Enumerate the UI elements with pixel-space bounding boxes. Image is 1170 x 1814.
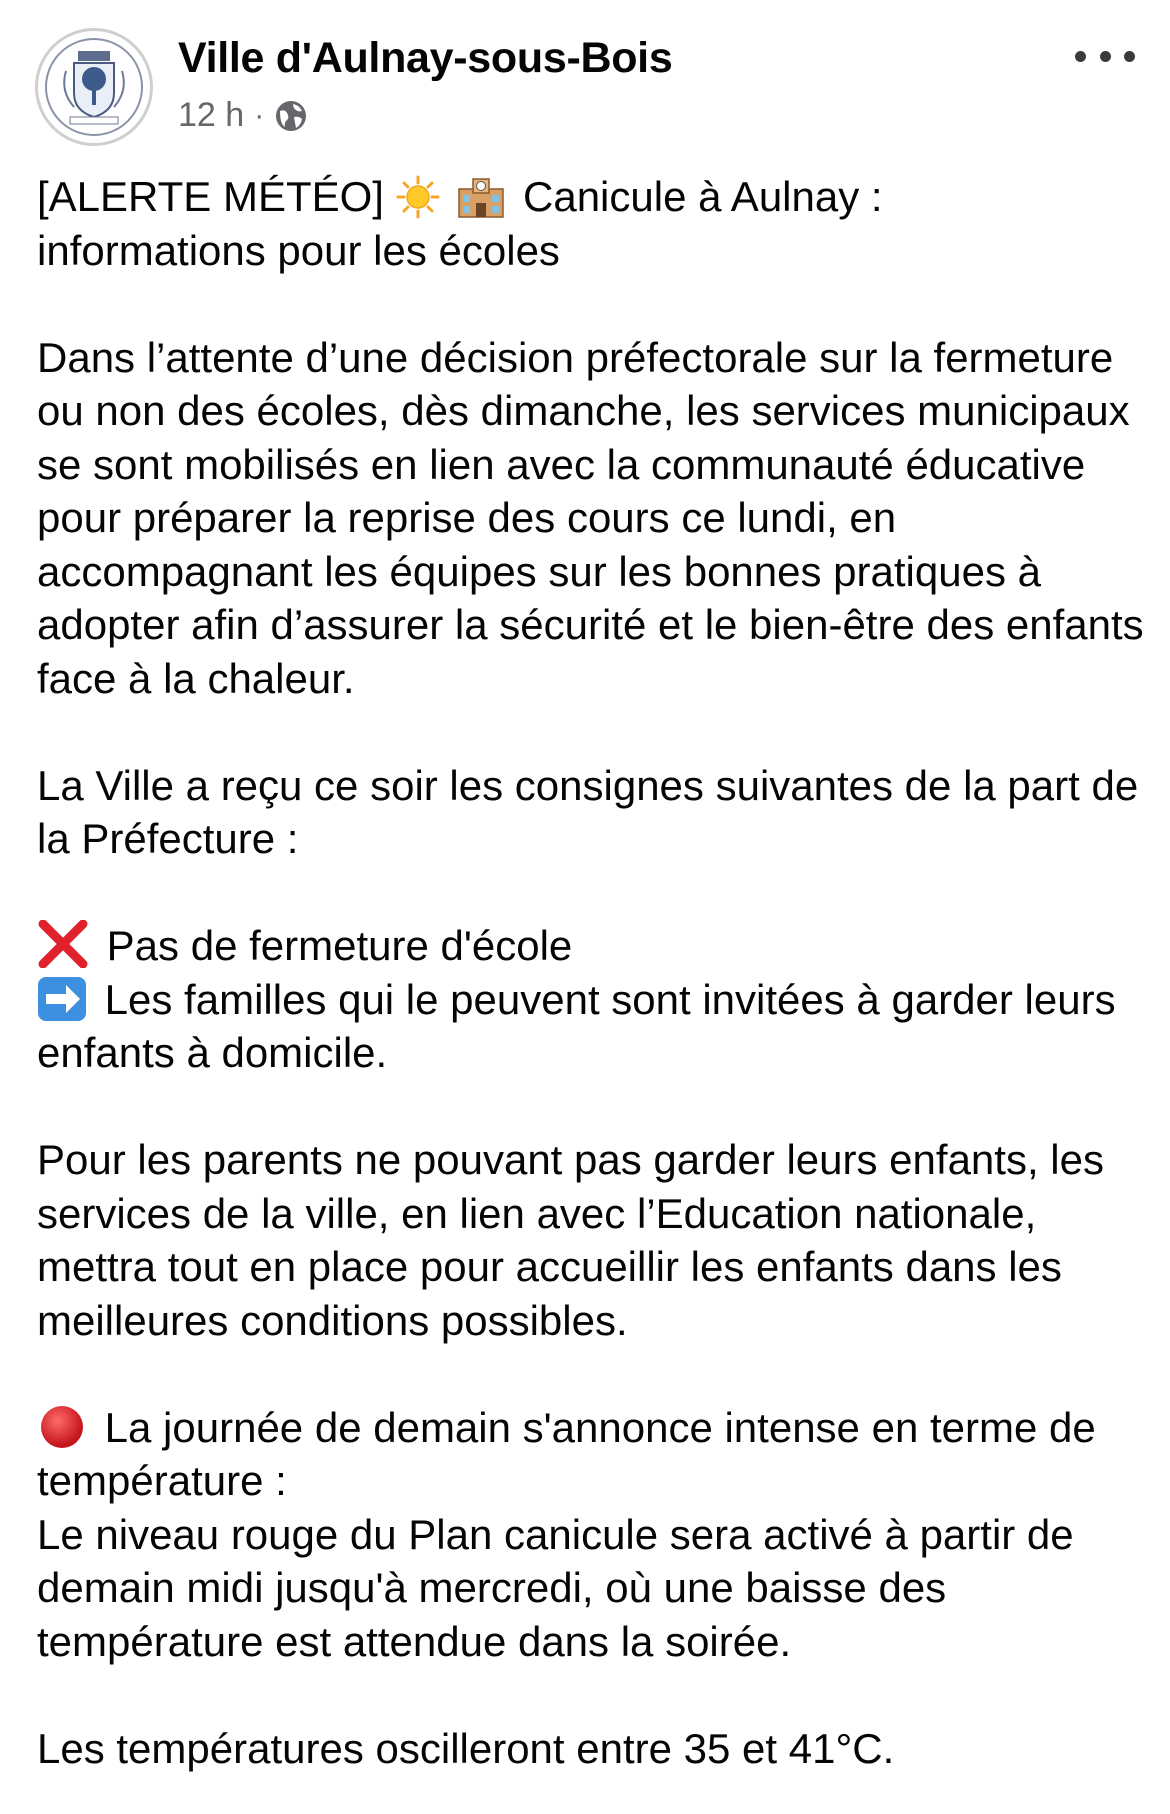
right-arrow-emoji: [37, 976, 87, 1022]
title-text: [ALERTE MÉTÉO]: [37, 173, 384, 220]
alert-text: La journée de demain s'annonce intense en terme de température :: [37, 1403, 1096, 1504]
post-timestamp[interactable]: 12 h: [178, 96, 245, 134]
more-dot: [1124, 51, 1135, 62]
alert-text: Le niveau rouge du Plan canicule sera activé à partir de demain midi jusqu'à mercredi, où une baisse des température est attendue dans la soirée.: [37, 1510, 1074, 1665]
title-text: Canicule à Aulnay :: [523, 173, 883, 220]
globe-icon[interactable]: [274, 99, 308, 133]
post-title: [37, 170, 1147, 277]
paragraph: La Ville a reçu ce soir les consignes suivantes de la part de la Préfecture :: [37, 761, 1139, 862]
paragraph: Les températures oscilleront entre 35 et 41°C.: [37, 1724, 895, 1772]
post-header: [35, 28, 1135, 148]
cross-mark-emoji: [37, 920, 89, 968]
paragraph: Pour les parents ne pouvant pas garder leurs enfants, les services de la ville, en lien avec l’Education nationale, mettra tout en place pour accueillir les enfants dans les meilleures conditions possibles.: [37, 1136, 1104, 1344]
list-item: [37, 919, 1147, 973]
more-dot: [1075, 51, 1086, 62]
red-circle-emoji: [37, 1404, 87, 1450]
more-dot: [1100, 51, 1111, 62]
post-meta: [178, 96, 308, 135]
meta-separator: ·: [254, 98, 265, 132]
post-body: [37, 170, 1147, 1775]
list-item-text: Pas de fermeture d'école: [106, 922, 573, 969]
more-options-icon[interactable]: [1075, 38, 1135, 74]
list-item-text: Les familles qui le peuvent sont invitées à garder leurs enfants à domicile.: [37, 975, 1116, 1076]
title-text: informations pour les écoles: [37, 226, 560, 274]
page-avatar[interactable]: [35, 28, 153, 146]
alert-paragraph: [37, 1401, 1147, 1669]
school-emoji: [457, 175, 505, 219]
city-crest-logo: [38, 31, 150, 143]
sun-emoji: [396, 175, 440, 219]
list-item: [37, 973, 1147, 1080]
paragraph: Dans l’attente d’une décision préfectorale sur la fermeture ou non des écoles, dès dimanche, les services municipaux se sont mobilisés en lien avec la communauté éducative pour préparer la reprise des cours ce lundi, en accompagnant les équipes sur les bonnes pratiques à adopter afin d’assurer la sécurité et le bien-être des enfants face à la chaleur.: [37, 333, 1144, 702]
page-name-link[interactable]: Ville d'Aulnay-sous-Bois: [178, 34, 673, 82]
